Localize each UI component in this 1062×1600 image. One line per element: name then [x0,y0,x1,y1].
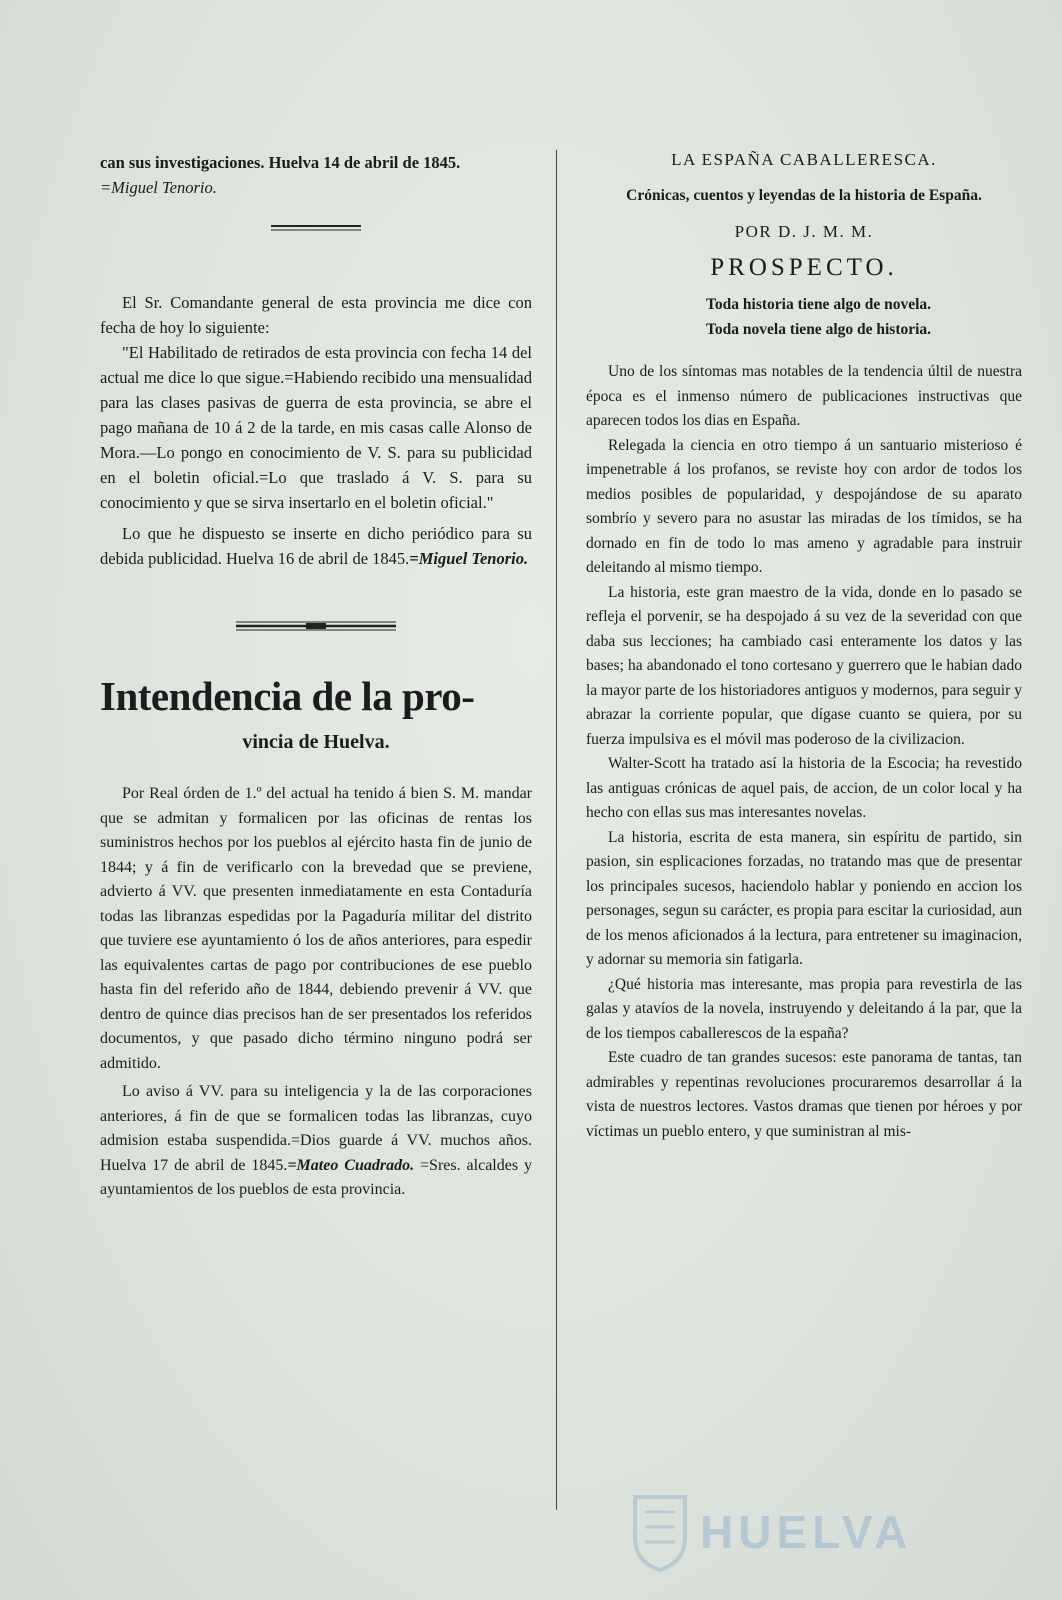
epigraph-line-1: Toda historia tiene algo de novela. [706,296,932,313]
publication-title: LA ESPAÑA CABALLERESCA. [671,150,937,169]
prospecto-heading: PROSPECTO. [710,254,898,281]
prospecto-paragraph: Relegada la ciencia en otro tiempo á un santuario misterioso é impenetrable á los profanos, se reviste hoy con ardor de todos los medios posibles de popularidad, y despojándose de su aparato sombrío y severo para no asustar las miradas de los tímidos, se ha dornado en fin de todo lo mas ameno y agradable para instruir deleitando al mismo tiempo. [586,436,1022,576]
column-divider [556,150,557,1510]
publication-subtitle: Crónicas, cuentos y leyendas de la historia de España. [626,187,982,204]
section-paragraph-2-text: Lo aviso á VV. para su inteligencia y la de las corporaciones anteriores, á fin de que se formalicen todas las libranzas, cuyo admision estaba suspendida.=Dios guarde á VV. muchos años. Huelva 17 de abril de 1845. [100,1083,532,1174]
section-heading: Intendencia de la pro- [100,673,475,719]
prospecto-paragraph: La historia, escrita de esta manera, sin espíritu de partido, sin pasion, sin esplicaciones forzadas, no tratando mas que de presentar los principales sucesos, haciendolo hablar y poniendo en accion los personages, segun su carácter, es propia para escitar la curiosidad, aun de los menos aficionados á la lectura, para entretener su imaginacion, y adornar su memoria sin fatigarla. [586,828,1022,968]
prospecto-paragraph: ¿Qué historia mas interesante, mas propia para revestirla de las galas y atavíos de la novela, instruyendo y deleitando á la par, que la de los tiempos caballerescos de la españa? [586,975,1022,1042]
watermark-shield-icon [630,1492,690,1572]
section-paragraph-1: Por Real órden de 1.º del actual ha tenido á bien S. M. mandar que se admitan y formalicen por las oficinas de rentas los suministros hechos por los pueblos al ejército hasta fin de junio de 1844; y á fin de verificarlo con la brevedad que se previene, advierto á VV. que presenten inmediatamente en esta Contaduría todas las libranzas espedidas por la Pagaduría militar del distrito que tuviere ese ayuntamiento ó los de años anteriores, para espedir las equivalentes cartas de pago por contribuciones de ese pueblo hasta fin del referido año de 1844, debiendo prevenir á VV. que dentro de quince dias precisos han de ser presentados los referidos documentos, y que pasado dicho término ninguno podrá ser admitido. [100,785,532,1072]
notice-closing [100,521,532,571]
publication-author: POR D. J. M. M. [734,222,874,241]
notice-closing-text: Lo que he dispuesto se inserte en dicho periódico para su debida publicidad. Huelva 16 de abril de 1845. [100,524,532,568]
short-rule [271,222,361,234]
top-paragraph-text: can sus investigaciones. Huelva 14 de abril de 1845. [100,153,461,172]
notice-block [100,290,532,571]
prospecto-body [586,360,1022,1144]
ornamental-rule [236,619,396,633]
section-paragraph-2-tail: =Sres. alcaldes y ayuntamientos de los pueblos de esta provincia. [100,1156,533,1198]
prospecto-paragraph: Uno de los síntomas mas notables de la tendencia últil de nuestra época es el inmenso número de publicaciones instructivas que aparecen todos los dias en España. [586,363,1022,429]
section-heading-continued: vincia de Huelva. [242,731,390,753]
watermark-text: HUELVA [700,1506,913,1558]
notice-quote: "El Habilitado de retirados de esta provincia con fecha 14 del actual me dice lo que sigue.=Habiendo recibido una mensualidad para las clases pasivas de guerra de esta provincia, se abre el pago mañana de 10 á 2 de la tarde, en mis casas calle Alonso de Mora.—Lo pongo en conocimiento de V. S. para su publicidad en el boletin oficial.=Lo que traslado á V. S. para su conocimiento y que se sirva insertarlo en el boletin oficial." [100,343,532,512]
notice-opening: El Sr. Comandante general de esta provincia me dice con fecha de hoy lo siguiente: [100,293,532,337]
right-column [586,150,1022,1144]
epigraph [586,292,1022,342]
top-signature [100,175,532,200]
epigraph-line-2: Toda novela tiene algo de historia. [706,321,932,338]
prospecto-paragraph: Walter-Scott ha tratado así la historia de la Escocia; ha revestido las antiguas crónicas de aquel pais, de accion, de un color local y ha hecho con ellas sus mas interesantes novelas. [586,755,1022,821]
section-paragraph-2-signature: =Mateo Cuadrado. [287,1156,415,1174]
left-column [100,150,532,1203]
prospecto-paragraph: Este cuadro de tan grandes sucesos: este panorama de tantas, tan admirables y repentinas revoluciones procuraremos desarrollar á la vista de nuestros lectores. Vastos dramas que tienen por héroes y por víctimas un pueblo entero, y que suministran al mis- [586,1049,1022,1140]
prospecto-paragraph: La historia, este gran maestro de la vida, donde en lo pasado se refleja el porvenir, se ha despojado á su vez de la severidad con que daba sus lecciones; ha cambiado casi enteramente los datos y las bases; ha abandonado el tono cortesano y guerrero que le habian dado la mayor parte de los historiadores antiguos y modernos, para seguir y abrazar la corriente popular, que dígase cuanto se quiera, por su fuerza impulsiva es el móvil mas poderoso de la civilizacion. [586,583,1022,748]
top-paragraph [100,150,532,175]
section-paragraph-2 [100,1080,532,1203]
notice-closing-signature: =Miguel Tenorio. [409,549,529,568]
top-signature-text: =Miguel Tenorio. [100,178,217,197]
